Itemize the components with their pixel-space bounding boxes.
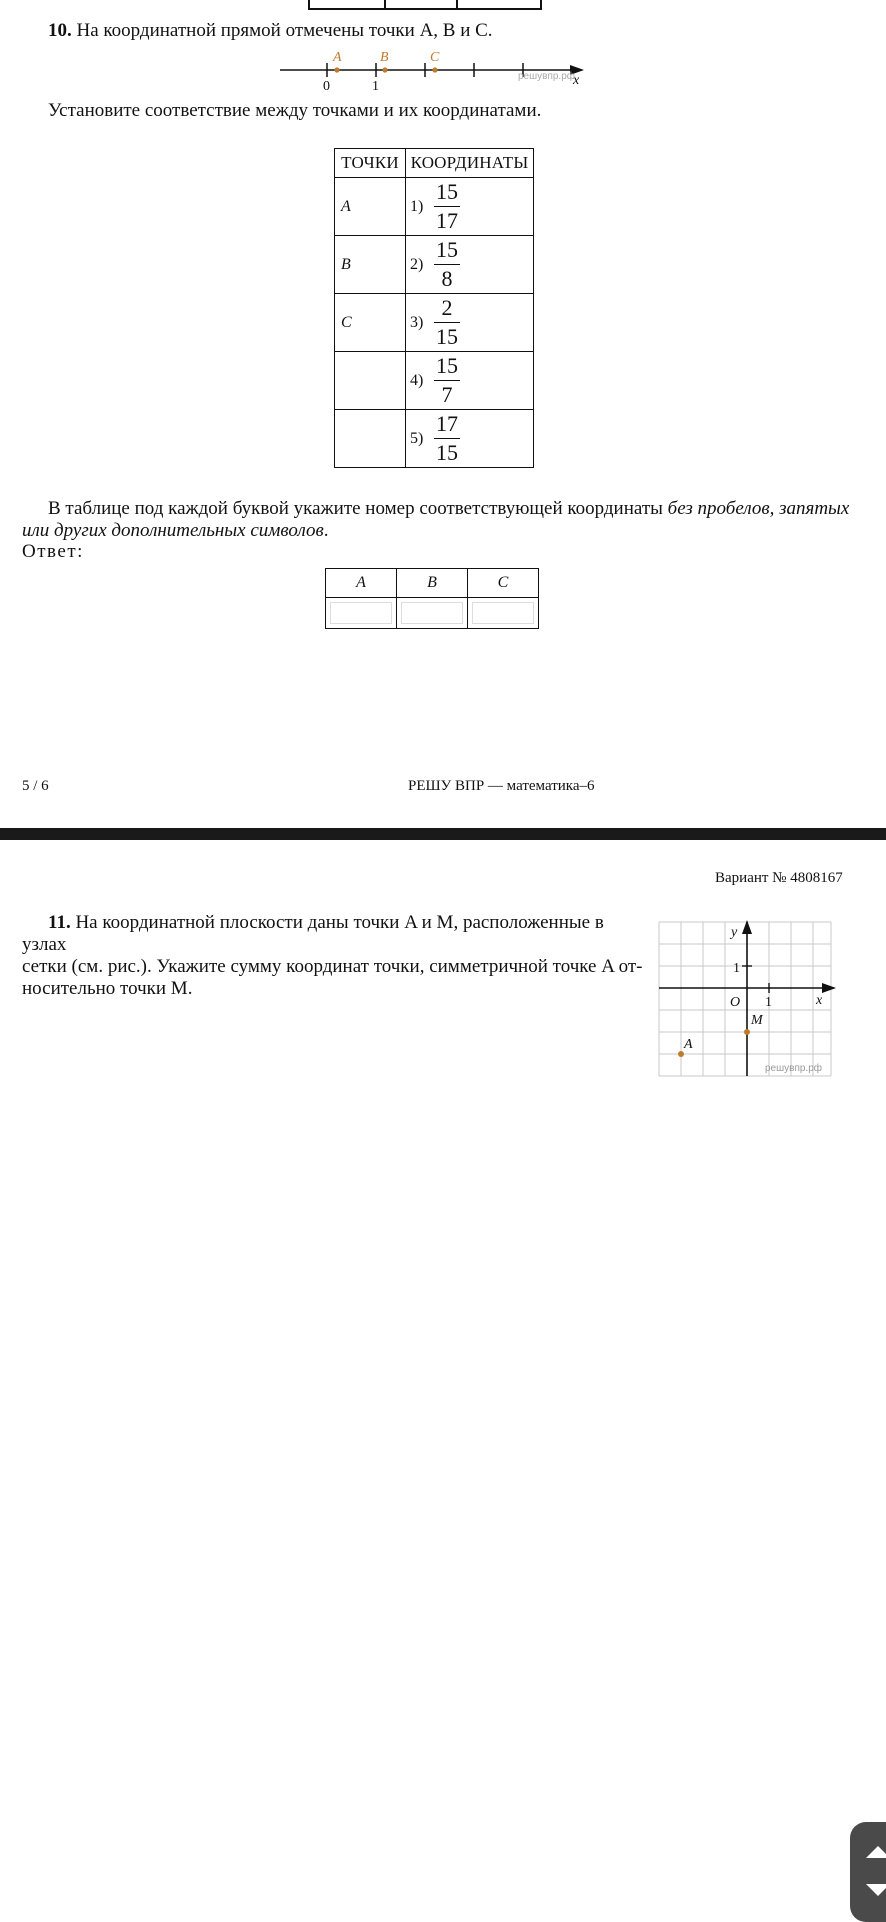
- variant-label: Вариант № 4808167: [715, 870, 843, 886]
- note-italic-2: или других дополнительных символов: [22, 520, 324, 541]
- q10-text: [48, 20, 493, 42]
- table-row: [335, 178, 534, 236]
- label-a: A: [333, 50, 342, 65]
- answer-head-c: C: [468, 569, 539, 598]
- point-c: [432, 67, 437, 72]
- fraction: [434, 412, 460, 466]
- watermark: решувпр.рф: [518, 71, 576, 82]
- answer-label: Ответ:: [22, 541, 84, 562]
- scroll-down-icon[interactable]: [866, 1884, 886, 1896]
- page-separator: [0, 828, 886, 840]
- row-point: A: [341, 198, 351, 215]
- denominator: 7: [441, 382, 453, 408]
- row-point: C: [341, 314, 352, 331]
- row-index: 1): [410, 197, 424, 215]
- label-one: 1: [372, 79, 379, 94]
- q10-statement: На координатной прямой отмечены точки A, B и C.: [76, 20, 493, 41]
- numerator: 15: [436, 178, 458, 204]
- note-plain: В таблице под каждой буквой укажите номер соответствующей координаты: [48, 498, 668, 519]
- fraction: [434, 180, 460, 234]
- mapping-table: [334, 148, 534, 468]
- fraction: [434, 296, 460, 350]
- q11-line2: сетки (см. рис.). Укажите сумму координат точки, симметричной точке A от-: [22, 956, 643, 977]
- table-row: [335, 352, 534, 410]
- label-b: B: [380, 50, 389, 65]
- table-row: [335, 410, 534, 468]
- origin-label: O: [730, 995, 741, 1010]
- tick-one-x: 1: [765, 995, 772, 1010]
- q11-text: [22, 912, 652, 1000]
- q10-number: 10.: [48, 20, 72, 41]
- denominator: 8: [441, 266, 453, 292]
- previous-table-remnant: [308, 0, 542, 10]
- header-coords: КООРДИНАТЫ: [406, 149, 534, 178]
- point-a: [334, 67, 339, 72]
- answer-table: [325, 568, 539, 629]
- fraction: [434, 354, 460, 408]
- coordinate-plane: [656, 918, 836, 1080]
- note-italic-1: без пробелов, запятых: [667, 498, 850, 519]
- point-b: [382, 67, 387, 72]
- point-m: [744, 1029, 750, 1035]
- row-index: 2): [410, 255, 424, 273]
- denominator: 15: [436, 324, 458, 350]
- fraction: [434, 238, 460, 292]
- q11-line3: носительно точки M.: [22, 978, 193, 999]
- note-end: .: [323, 520, 329, 541]
- q10-instruction: Установите соответствие между точками и их координатами.: [48, 100, 542, 121]
- axis-x-label: x: [816, 993, 823, 1008]
- denominator: 17: [436, 208, 458, 234]
- page-number: 5 / 6: [22, 778, 49, 794]
- tick-one-y: 1: [733, 961, 740, 976]
- scroll-up-icon[interactable]: [866, 1846, 886, 1858]
- scroll-control[interactable]: [850, 1822, 886, 1922]
- numerator: 15: [436, 352, 458, 378]
- denominator: 15: [436, 440, 458, 466]
- watermark-plane: решувпр.рф: [765, 1063, 823, 1074]
- row-point: B: [341, 256, 351, 273]
- numerator: 17: [436, 410, 458, 436]
- label-m: M: [751, 1013, 763, 1028]
- row-index: 5): [410, 429, 424, 447]
- q11-number: 11.: [48, 912, 71, 933]
- numerator: 15: [436, 236, 458, 262]
- row-index: 4): [410, 371, 424, 389]
- answer-head-b: B: [397, 569, 468, 598]
- label-zero: 0: [323, 79, 330, 94]
- answer-input-c[interactable]: [472, 602, 534, 624]
- q11-line1: На координатной плоскости даны точки A и M, расположенные в узлах: [22, 912, 604, 955]
- label-x: x: [573, 73, 580, 88]
- label-c: C: [430, 50, 440, 65]
- footer-site: РЕШУ ВПР — математика–6: [408, 778, 595, 794]
- table-row: [335, 294, 534, 352]
- label-a-plane: A: [684, 1037, 693, 1052]
- answer-input-b[interactable]: [401, 602, 463, 624]
- numerator: 2: [441, 294, 453, 320]
- axis-y-label: y: [731, 925, 738, 940]
- answer-instructions: [22, 498, 868, 542]
- table-row: [335, 236, 534, 294]
- answer-head-a: A: [326, 569, 397, 598]
- number-line: [270, 48, 590, 94]
- row-index: 3): [410, 313, 424, 331]
- header-points: ТОЧКИ: [335, 149, 406, 178]
- answer-input-a[interactable]: [330, 602, 392, 624]
